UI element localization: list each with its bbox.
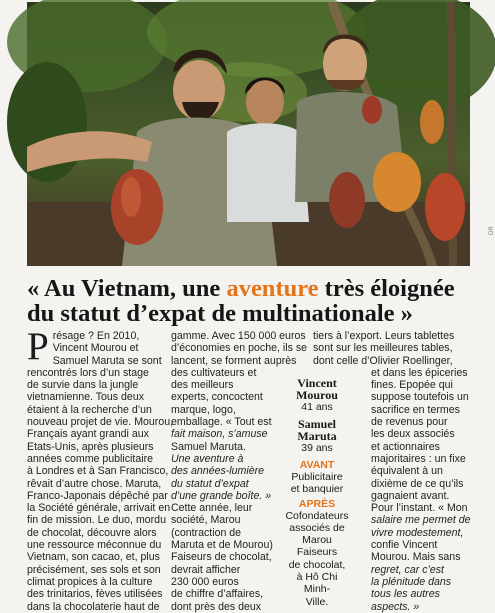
text-line: des années-lumière [171,465,265,478]
text-line: d’économies en poche, ils se [171,342,308,355]
text-line: fines. Epopée qui [371,379,453,392]
text-line: dont celle d’Olivier Roellinger, [313,354,453,367]
headline-text-end: très éloignée [318,275,455,302]
text-line: étaient à la recherche d’un [27,403,152,416]
text-line: fin de mission. Le duo, mordu [27,514,166,527]
after-label: APRÈS [298,497,336,510]
headline-text-start: « Au Vietnam, une [27,275,227,302]
text-line: dixième de ce qu’ils [371,477,464,490]
drop-cap: P [27,325,49,368]
text-line: aspects. » [371,600,420,613]
after-line: de chocolat, [288,558,346,571]
text-line: (contraction de [171,526,242,539]
text-line: précisément, ses sols et son [27,563,161,576]
text-line: années comme publicitaire [27,452,154,465]
text-line: de survie dans la jungle [27,379,139,392]
text-line: équivalent à un [371,465,443,478]
text-line: rêvait d’autre chose. Maruta, [27,477,162,490]
text-line: regret, car c’est [371,563,445,576]
article-headline [27,276,467,326]
after-line: Cofondateurs [285,509,349,522]
text-line: et dans les épiceries [371,366,468,379]
text-line: tous les autres [371,588,440,601]
text-line: lancent, se forment auprès [171,354,297,367]
after-line: Marou Faiseurs [296,534,338,559]
text-line: vietnamienne. Tous deux [27,391,145,404]
photo-credit: DR [489,226,495,235]
text-line: marque, logo, [171,403,236,416]
after-line: Ville. [305,595,329,608]
text-line: d’une grande boîte. » [171,489,272,502]
text-line: Pour l’instant. « Mon [371,502,468,515]
before-label: AVANT [299,459,335,471]
text-line: salaire me permet de [371,514,471,527]
text-line: vivre modestement, [371,526,464,539]
before-line: Publicitaire [291,471,343,483]
text-line: une ressource méconnue du [27,539,162,552]
text-line: Samuel Maruta. [171,440,246,453]
text-line: gamme. Avec 150 000 euros [171,330,306,342]
text-line: à Londres et à San Francisco, [27,465,169,478]
text-line: société, Marou [171,514,241,527]
text-line: de chiffre d’affaires, [171,588,264,601]
text-line: les deux associés [371,428,455,441]
text-line: sacrifice en termes [371,403,460,416]
text-line: Français ayant grandi aux [27,428,149,441]
text-line: de chocolat, découvre alors [27,526,157,539]
text-line: nouveau projet de vie. Mourou, [27,416,174,429]
text-line: Une aventure à [171,452,244,465]
text-line: résage ? En 2010, [52,330,140,342]
headline-line2: du statut d’expat de multinationale » [27,300,413,327]
text-line: Vietnam, son cacao, et, plus [27,551,160,564]
text-line: Mourou. Mais sans [371,551,461,564]
person2-age: 39 ans [301,442,333,454]
text-line: rencontrés lors d’un stage [27,366,149,379]
text-line: Maruta et de Mourou) [171,539,273,552]
article-column-3 [313,330,471,613]
article-column-1 [27,325,174,613]
article-column-2 [171,330,308,613]
after-line: à Hô Chi Minh- [296,571,338,596]
text-line: de revenus pour [371,416,448,429]
text-line: Etats-Unis, après plusieurs [27,440,154,453]
text-line: dans la chocolaterie haut de [27,600,160,613]
text-line: la Société générale, arrivait en [27,502,171,515]
headline-accent-word: aventure [226,275,319,302]
text-line: devrait afficher [171,563,241,576]
text-line: du statut d’expat [171,477,249,490]
text-line: Faiseurs de chocolat, [171,551,272,564]
text-line: des cultivateurs et [171,366,257,379]
text-line: des meilleurs [171,379,234,392]
text-line: fait maison, s’amuse [171,428,268,441]
text-line: dont près des deux [171,600,262,613]
text-line: gagnaient avant. [371,489,450,502]
text-line: sont sur les meilleures tables, [313,342,453,355]
before-line: et banquier [290,483,344,496]
text-line: 230 000 euros [171,575,239,588]
text-line: Franco-Japonais dépêché par [27,489,168,502]
text-line: Cette année, leur [171,502,253,515]
cocoa-farm-illustration [27,2,470,266]
person1-last-name: Mourou [296,388,338,402]
text-line: emballage. « Tout est [171,416,272,429]
text-line: Vincent Mourou et [52,342,139,355]
text-line: majoritaires : un fixe [371,452,466,465]
headline-line1 [27,275,455,302]
after-line: associés de [289,521,345,534]
person2-first-name: Samuel [297,417,336,431]
text-line: des trinitarios, fèves utilisées [27,588,163,601]
person1-age: 41 ans [301,401,333,413]
text-line: suppose toutefois un [371,391,469,404]
text-line: experts, concoctent [171,391,263,404]
article-photo [27,2,495,266]
text-line: tiers à l’export. Leurs tablettes [313,330,455,342]
person2-last-name: Maruta [297,429,337,443]
person1-first-name: Vincent [297,376,337,390]
text-line: Samuel Maruta se sont [52,354,162,367]
text-line: et actionnaires [371,440,440,453]
text-line: climat propices à la culture [27,575,153,588]
text-line: confie Vincent [371,539,438,552]
text-line: la plénitude dans [371,575,452,588]
